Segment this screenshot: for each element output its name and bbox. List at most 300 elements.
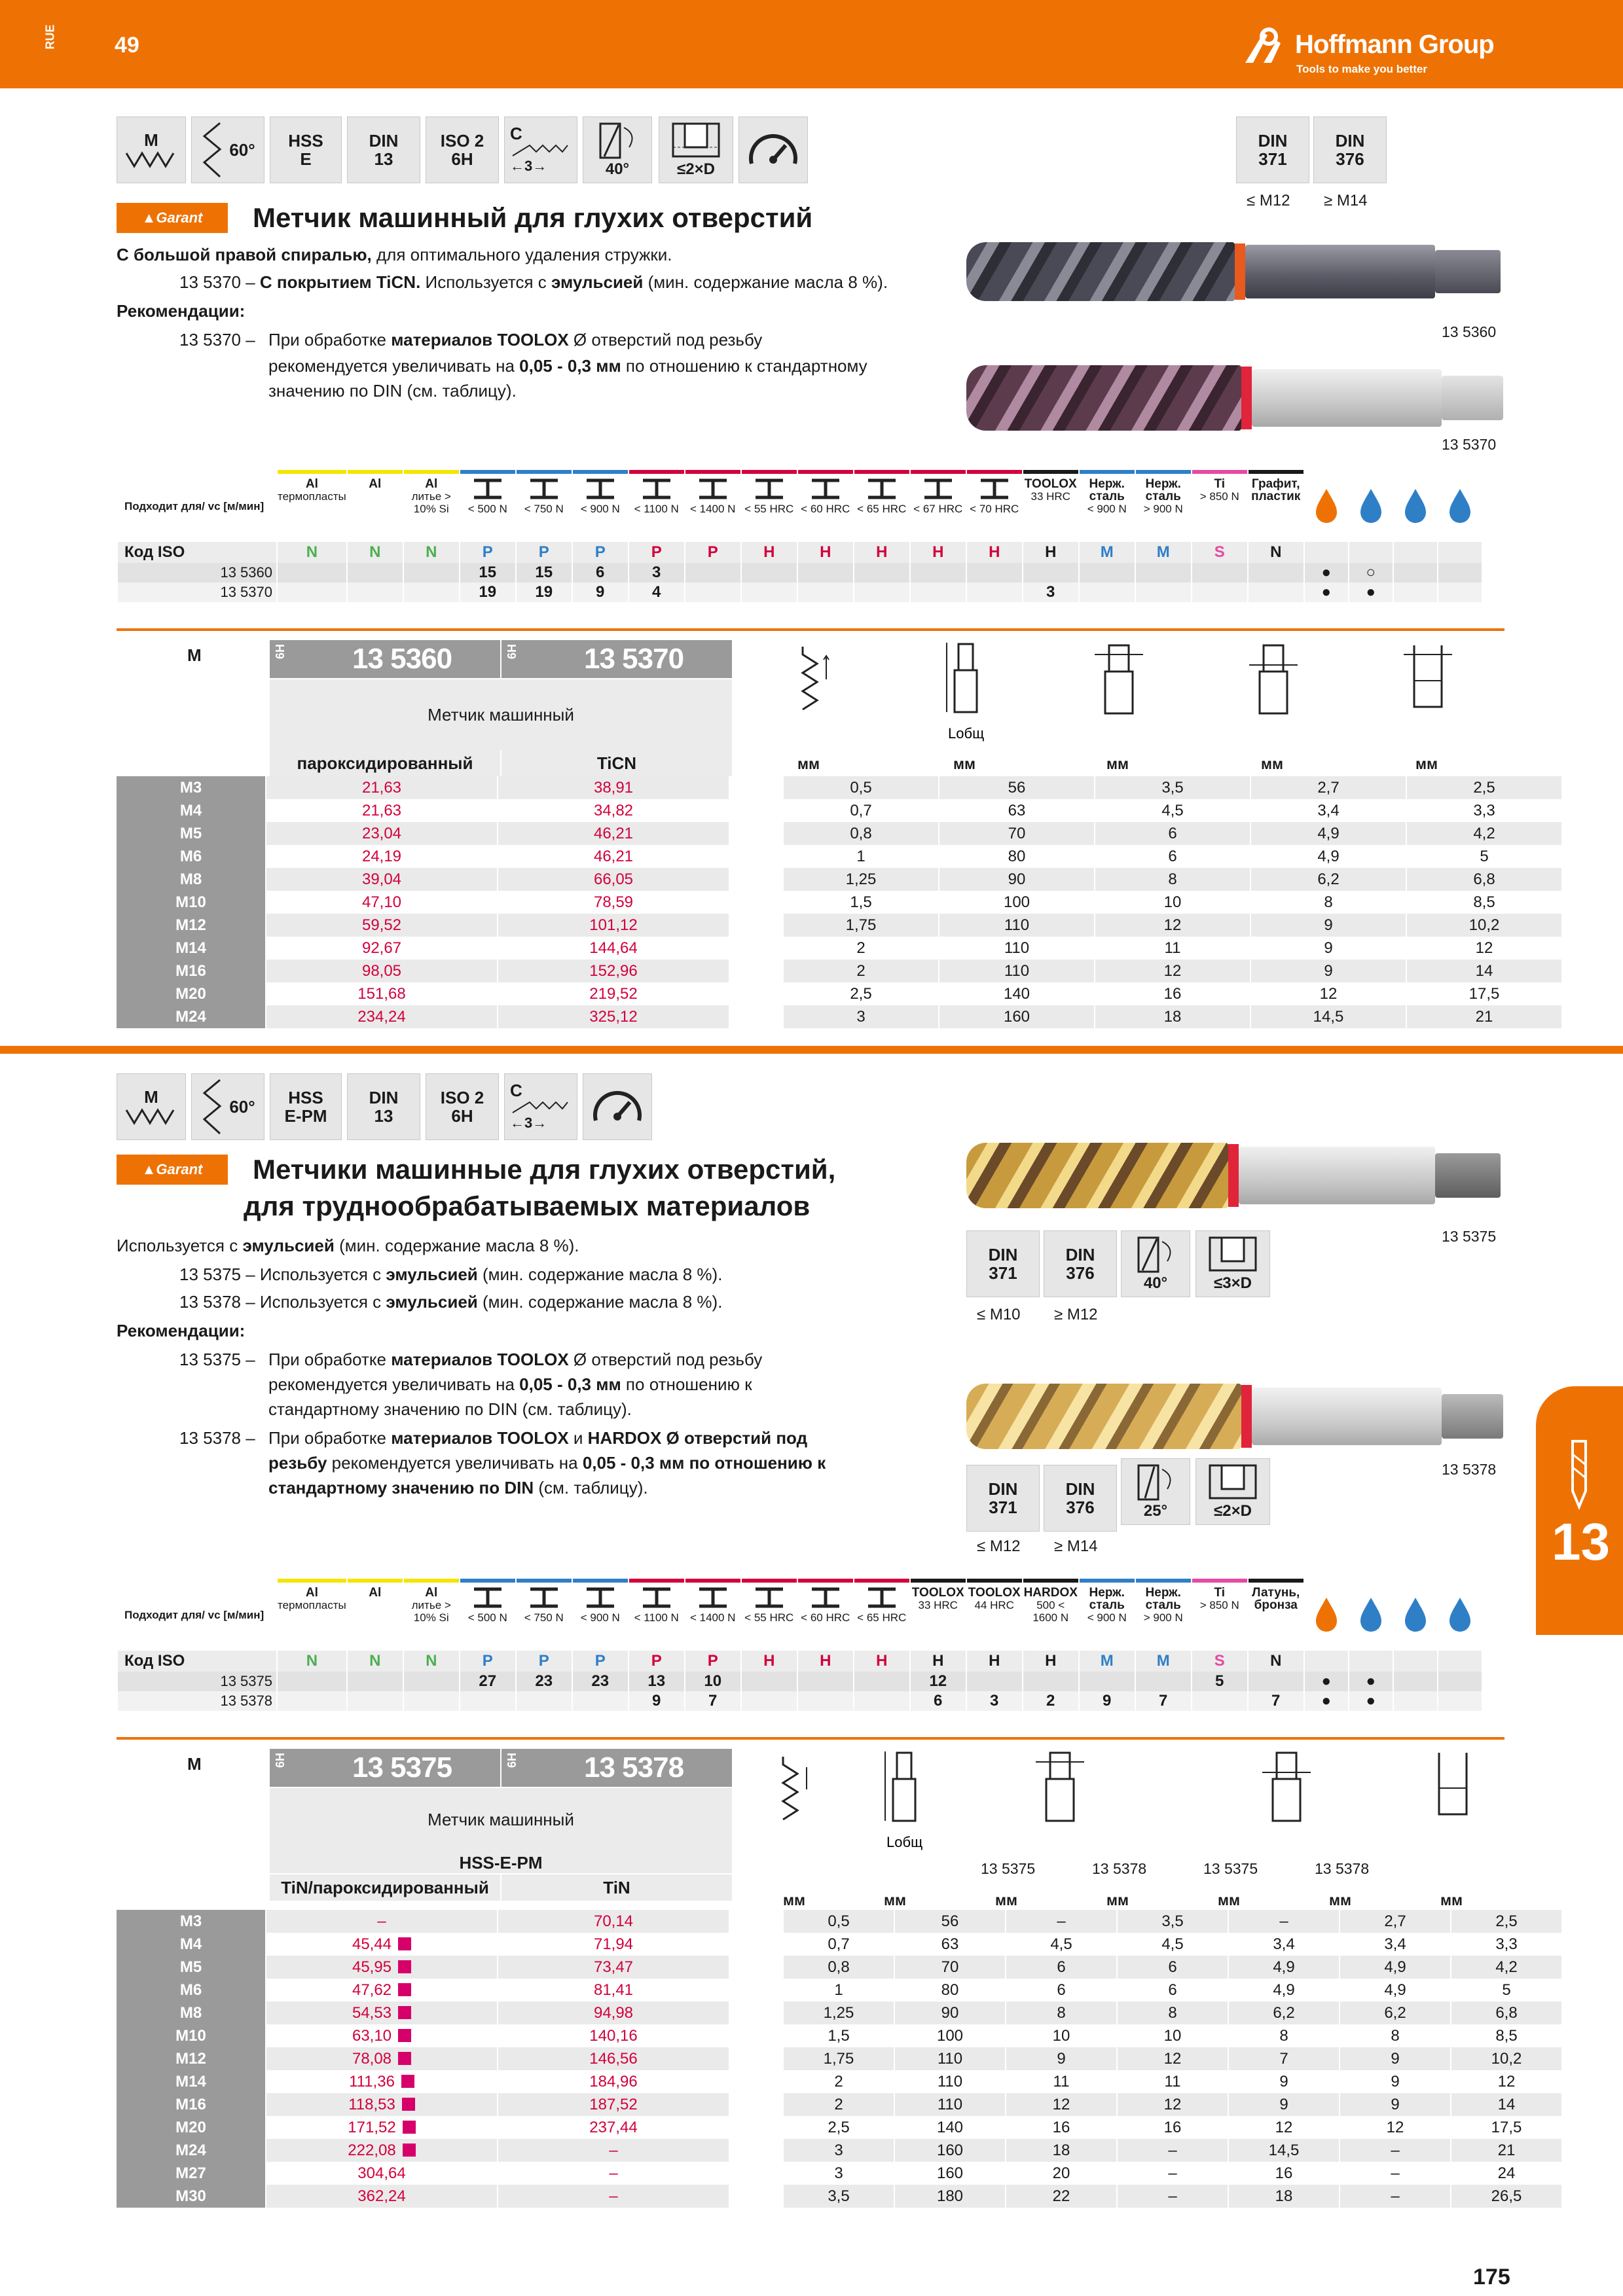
angle-symbol: [191, 117, 264, 183]
material-spec: < 900 N: [1087, 503, 1127, 515]
steel-beam-icon: [753, 478, 786, 500]
chamfer-icon: [510, 1100, 569, 1114]
dimension-value: 9: [1340, 2093, 1451, 2116]
cutting-speed: [347, 583, 403, 602]
divider: [117, 1737, 1504, 1740]
coolant-value: ●: [1304, 1672, 1349, 1691]
iso-code: N: [1248, 542, 1304, 563]
drill-dim-icon: [1423, 1749, 1482, 1827]
price-2: 325,12: [498, 1005, 729, 1028]
din-371-cond: ≤ M12: [1247, 192, 1290, 209]
cutting-speed: 7: [685, 1691, 741, 1711]
image-code-3: 13 5375: [1442, 1228, 1497, 1245]
material-color-bar: [1192, 1579, 1247, 1583]
dimension-value: 160: [894, 2162, 1006, 2185]
din-376-cond: ≥ M14: [1324, 192, 1368, 209]
cutting-speed: [1023, 1672, 1079, 1691]
din-376-symbol-2: DIN 376: [1044, 1230, 1117, 1297]
material-color-bar: [685, 470, 740, 474]
article-row[interactable]: [117, 914, 1561, 937]
cutting-speed: [854, 1691, 910, 1711]
material-l1: HSS: [288, 131, 323, 151]
coolant-value: ●: [1304, 563, 1349, 583]
article-description-1: Метчик машинный: [270, 679, 732, 750]
thread-size: M16: [117, 2093, 266, 2116]
steel-beam-icon: [809, 478, 842, 500]
material-col-header: [797, 1579, 854, 1651]
image-code-2: 13 5370: [1442, 436, 1497, 453]
article-row[interactable]: [117, 2024, 1561, 2047]
unit: мм: [995, 1892, 1018, 1909]
dimension-value: 2,5: [1406, 776, 1561, 799]
dimension-value: 56: [939, 776, 1095, 799]
product1-rec-l1: При обработке материалов TOOLOX Ø отверстий под резьбу: [268, 330, 763, 350]
product1-rec-l2: рекомендуется увеличивать на 0,05 - 0,3 мм по отношению к стандартному: [268, 356, 867, 376]
dimension-value: 0,7: [783, 1933, 894, 1956]
dimension-value: 14,5: [1250, 1005, 1406, 1028]
thread-size: M30: [117, 2185, 266, 2208]
cutting-speed: [347, 1672, 403, 1691]
dimension-value: 6,2: [1228, 2001, 1340, 2024]
cutting-speed: 13: [629, 1672, 685, 1691]
price-2: 101,12: [498, 914, 729, 937]
cutting-speed: 15: [460, 563, 516, 583]
coolant-value: ●: [1304, 583, 1349, 602]
dimension-value: 8: [1095, 868, 1250, 891]
material-col-header: [1023, 1579, 1079, 1651]
product2-rec2-l3: стандартному значению по DIN (см. таблицу).: [268, 1478, 648, 1498]
iso-code: H: [797, 542, 854, 563]
length-dim-icon: [943, 640, 989, 745]
din-cond: ≥ M12: [1054, 1306, 1098, 1323]
dimension-value: 180: [894, 2185, 1006, 2208]
article-row[interactable]: [117, 776, 1561, 799]
helix-symbol: [583, 117, 652, 183]
cutting-speed: 15: [516, 563, 572, 583]
thread-size: M3: [117, 1910, 266, 1933]
material-spec: < 900 N: [580, 503, 620, 515]
drop-blue-icon: [1355, 1594, 1387, 1633]
cutting-speed: 7: [1248, 1691, 1304, 1711]
material-spec: 33 HRC: [918, 1599, 958, 1611]
dimension-value: 4,9: [1228, 1979, 1340, 2001]
dimension-value: 2,7: [1250, 776, 1406, 799]
article-row[interactable]: [117, 845, 1561, 868]
price-2: 46,21: [498, 845, 729, 868]
price-2: 219,52: [498, 982, 729, 1005]
cutting-speed: 3: [1023, 583, 1079, 602]
iso-code: H: [1023, 1651, 1079, 1672]
article-row[interactable]: [117, 2139, 1561, 2162]
material-col-header: [403, 1579, 460, 1651]
thread-size: M12: [117, 914, 266, 937]
material-col-header: [516, 1579, 572, 1651]
dimension-value: 6,8: [1406, 868, 1561, 891]
coolant-value: [1393, 1672, 1438, 1691]
product2-rec2-l1: При обработке материалов TOOLOX и HARDOX Ø отверстий под: [268, 1428, 808, 1448]
cutting-speed: [1079, 583, 1135, 602]
cutting-speed: 6: [910, 1691, 966, 1711]
material-data-row: [117, 563, 1482, 583]
price-1: 78,08: [266, 2047, 498, 2070]
material-name: Латунь, бронза: [1252, 1586, 1300, 1612]
dimension-value: 12: [1451, 2070, 1561, 2093]
coolant-value: [1438, 1672, 1482, 1691]
iso-empty: [1349, 1651, 1393, 1672]
unit: мм: [1329, 1892, 1352, 1909]
material-spec: < 500 N: [467, 1611, 507, 1624]
chamfer-symbol: [504, 117, 577, 183]
cutting-speed: [1248, 1672, 1304, 1691]
cutting-speed: [1192, 583, 1248, 602]
product1-rec-code: 13 5370 –: [179, 330, 255, 350]
material-color-bar: [1136, 1579, 1191, 1583]
article-row[interactable]: [117, 822, 1561, 845]
material-spec: 44 HRC: [974, 1599, 1014, 1611]
iso-code: P: [460, 542, 516, 563]
helix-symbol-2: 40°: [1121, 1230, 1190, 1297]
material-col-header: [966, 1579, 1023, 1651]
material-color-bar: [460, 470, 515, 474]
article-row[interactable]: [117, 868, 1561, 891]
din-cond: ≤ M10: [977, 1306, 1021, 1323]
size-label-1: M: [187, 645, 202, 665]
cutting-speed: [277, 583, 347, 602]
article-row[interactable]: [117, 1005, 1561, 1028]
material-spec: < 900 N: [580, 1611, 620, 1624]
price-2: 81,41: [498, 1979, 729, 2001]
dimension-value: 18: [1228, 2185, 1340, 2208]
article-row[interactable]: [117, 2162, 1561, 2185]
material-spec: < 750 N: [524, 1611, 564, 1624]
dimension-value: 6: [1095, 822, 1250, 845]
sub-code: 13 5378: [1315, 1860, 1370, 1877]
angle-icon: [200, 1077, 229, 1136]
material-spec: < 67 HRC: [913, 503, 963, 515]
cutting-speed: [741, 1691, 797, 1711]
din-376-symbol-3: DIN 376: [1044, 1465, 1117, 1532]
material-spec: < 1400 N: [689, 1611, 736, 1624]
cutting-speed: 23: [516, 1672, 572, 1691]
shank-dim-icon: [1089, 641, 1148, 720]
material-color-bar: [1023, 1579, 1078, 1583]
cutting-speed: [403, 583, 460, 602]
steel-beam-icon: [471, 478, 504, 500]
spacer: [729, 891, 783, 914]
material-col-header: [741, 1579, 797, 1651]
coolant-value: [1393, 583, 1438, 602]
tolerance: 6H: [274, 644, 287, 660]
article-header-13-5360: [270, 640, 500, 678]
dimension-value: 12: [1006, 2093, 1117, 2116]
dimension-value: 2,5: [783, 2116, 894, 2139]
dimension-value: 3,3: [1451, 1933, 1561, 1956]
spacer: [729, 1979, 783, 2001]
product1-title: Метчик машинный для глухих отверстий: [253, 202, 813, 233]
article-code: 13 5370: [584, 643, 684, 675]
article-row[interactable]: [117, 891, 1561, 914]
tool-image-13-5360: [966, 236, 1503, 308]
spacer: [729, 799, 783, 822]
material-col-header: [966, 470, 1023, 542]
thread-size: M5: [117, 1956, 266, 1979]
material-header-row: [117, 470, 1482, 542]
dimension-value: 14,5: [1228, 2139, 1340, 2162]
product1-line1: С большой правой спиралью, для оптимального удаления стружки.: [117, 245, 672, 264]
article-row[interactable]: [117, 982, 1561, 1005]
material-spec: < 55 HRC: [744, 503, 794, 515]
iso-code: H: [741, 542, 797, 563]
material-color-bar: [798, 1579, 853, 1583]
thread-size: M4: [117, 799, 266, 822]
cutting-speed: 12: [910, 1672, 966, 1691]
steel-beam-icon: [978, 478, 1011, 500]
material-color-bar: [854, 470, 909, 474]
cutting-speed: 19: [516, 583, 572, 602]
article-row[interactable]: [117, 960, 1561, 982]
dimension-value: 9: [1228, 2070, 1340, 2093]
material-color-bar: [517, 470, 572, 474]
section-tab-number: 13: [1552, 1513, 1610, 1571]
thread-size: M10: [117, 2024, 266, 2047]
unit: мм: [783, 1892, 806, 1909]
cutting-speed: [403, 1691, 460, 1711]
coolant-col-header: [1393, 1579, 1438, 1651]
material-color-bar: [1080, 470, 1135, 474]
thread-size: M20: [117, 2116, 266, 2139]
article-header-13-5370: [501, 640, 732, 678]
cutting-speed: [1248, 583, 1304, 602]
drop-orange-icon: [1311, 485, 1342, 524]
product2-line2: 13 5375 – Используется с эмульсией (мин. содержание масла 8 %).: [179, 1265, 723, 1284]
dimension-value: 8: [1340, 2024, 1451, 2047]
product2-title-l1: Метчики машинные для глухих отверстий,: [253, 1154, 836, 1185]
iso-code: N: [347, 542, 403, 563]
cutting-speed: [797, 1691, 854, 1711]
unit: мм: [884, 1892, 907, 1909]
gauge-icon: [589, 1084, 646, 1130]
article-row[interactable]: [117, 1956, 1561, 1979]
dimension-value: 12: [1340, 2116, 1451, 2139]
material-color-bar: [348, 470, 403, 474]
material-color-bar: [278, 1579, 346, 1583]
price-1: 21,63: [266, 776, 498, 799]
spacer: [729, 960, 783, 982]
tool-image-13-5370: [966, 359, 1503, 437]
dimension-value: 22: [1006, 2185, 1117, 2208]
dimension-value: 70: [939, 822, 1095, 845]
material-color-bar: [573, 470, 628, 474]
cutting-speed: [685, 583, 741, 602]
material-col-header: [1023, 470, 1079, 542]
material-color-bar: [1192, 470, 1247, 474]
material-data-row: [117, 1691, 1482, 1711]
thread-size: M24: [117, 2139, 266, 2162]
dimension-value: 4,9: [1340, 1979, 1451, 2001]
article-row[interactable]: [117, 1910, 1561, 1933]
article-row[interactable]: [117, 2047, 1561, 2070]
cutting-speed: [797, 1672, 854, 1691]
price-1: 47,10: [266, 891, 498, 914]
dimension-value: 2: [783, 937, 939, 960]
cutting-speed: 6: [572, 563, 629, 583]
coolant-value: [1438, 563, 1482, 583]
chamfer-symbol-2: C ←3→: [504, 1073, 577, 1140]
drill-icon: [1559, 1439, 1599, 1511]
dimension-value: 11: [1117, 2070, 1228, 2093]
material-name: Al: [425, 477, 438, 491]
dimension-value: 17,5: [1451, 2116, 1561, 2139]
drill-dim-icon: [1398, 641, 1457, 720]
image-code-1: 13 5360: [1442, 323, 1497, 340]
product2-rec1-l2: рекомендуется увеличивать на 0,05 - 0,3 мм по отношению к: [268, 1374, 752, 1394]
cutting-speed: [741, 563, 797, 583]
product1-line2: 13 5370 – С покрытием TiCN. Используется с эмульсией (мин. содержание масла 8 %).: [179, 272, 888, 292]
cutting-speed: 9: [572, 583, 629, 602]
vc-label: Подходит для/ vc [м/мин]: [117, 470, 277, 542]
product2-rec1-l1: При обработке материалов TOOLOX Ø отверстий под резьбу: [268, 1350, 763, 1369]
material-spec: < 60 HRC: [801, 1611, 850, 1624]
price-1: 171,52: [266, 2116, 498, 2139]
dimension-value: 6: [1117, 1979, 1228, 2001]
pitch-dim-icon: [778, 1754, 824, 1826]
article-row[interactable]: [117, 2185, 1561, 2208]
material-col-header: [854, 470, 910, 542]
article-material: HSS-E-PM: [270, 1852, 732, 1873]
article-row[interactable]: [117, 2070, 1561, 2093]
chamfer-bottom: ←3→: [510, 158, 547, 174]
dimension-value: 9: [1006, 2047, 1117, 2070]
unit: мм: [1106, 755, 1129, 772]
iso-row: [117, 542, 1482, 563]
steel-beam-icon: [866, 478, 898, 500]
dimension-value: 4,9: [1250, 845, 1406, 868]
dimension-value: 18: [1095, 1005, 1250, 1028]
iso-code: M: [1079, 542, 1135, 563]
coolant-col-header: [1349, 470, 1393, 542]
dimension-value: 12: [1095, 960, 1250, 982]
dimension-value: 10: [1095, 891, 1250, 914]
material-color-bar: [798, 470, 853, 474]
article-row[interactable]: [117, 1933, 1561, 1956]
material-col-header: [1079, 470, 1135, 542]
product1-rec-l3: значению по DIN (см. таблицу).: [268, 381, 517, 401]
dimension-value: 16: [1095, 982, 1250, 1005]
dimension-value: 0,7: [783, 799, 939, 822]
material-name: Нерж. сталь: [1089, 477, 1125, 503]
coolant-value: ●: [1349, 583, 1393, 602]
spacer: [729, 2139, 783, 2162]
price-1: 45,44: [266, 1933, 498, 1956]
speed-symbol: [739, 117, 808, 183]
cutting-speed: [854, 1672, 910, 1691]
article-row[interactable]: [117, 799, 1561, 822]
price-2: 34,82: [498, 799, 729, 822]
dimension-value: 16: [1228, 2162, 1340, 2185]
dimension-value: 3,5: [1095, 776, 1250, 799]
spacer: [729, 822, 783, 845]
image-code-4: 13 5378: [1442, 1461, 1497, 1478]
product2-line3: 13 5378 – Используется с эмульсией (мин. содержание масла 8 %).: [179, 1292, 723, 1312]
material-col-header: [685, 1579, 741, 1651]
dimension-value: 2: [783, 2093, 894, 2116]
material-spec: > 850 N: [1199, 490, 1239, 503]
dimension-value: 7: [1228, 2047, 1340, 2070]
coolant-value: ●: [1304, 1691, 1349, 1711]
dimension-value: 4,9: [1250, 822, 1406, 845]
material-color-bar: [967, 1579, 1022, 1583]
material-color-bar: [460, 1579, 515, 1583]
iso-empty: [1438, 542, 1482, 563]
dimension-value: 3: [783, 2139, 894, 2162]
section-divider: [0, 1046, 1623, 1054]
price-2: 146,56: [498, 2047, 729, 2070]
material-spec: > 900 N: [1143, 1611, 1183, 1624]
angle-icon: [200, 120, 229, 179]
material-col-header: [347, 1579, 403, 1651]
dimension-value: 12: [1117, 2093, 1228, 2116]
dimension-value: 2,5: [1451, 1910, 1561, 1933]
material-col-header: [1135, 470, 1192, 542]
article-row[interactable]: [117, 1979, 1561, 2001]
dimension-value: 4,5: [1117, 1933, 1228, 1956]
material-color-bar: [685, 1579, 740, 1583]
material-spec: < 65 HRC: [857, 503, 907, 515]
sub-code: 13 5378: [1092, 1860, 1147, 1877]
coolant-value: ●: [1349, 1691, 1393, 1711]
dimension-value: 100: [939, 891, 1095, 914]
thread-size: M16: [117, 960, 266, 982]
unit: мм: [1415, 755, 1438, 772]
dimension-value: 90: [894, 2001, 1006, 2024]
depth-symbol-3: ≤2×D: [1195, 1458, 1270, 1525]
dimension-value: 56: [894, 1910, 1006, 1933]
material-color-bar: [742, 470, 797, 474]
material-col-header: [910, 1579, 966, 1651]
material-name: Al: [369, 1586, 382, 1600]
product2-line1: Используется с эмульсией (мин. содержание масла 8 %).: [117, 1236, 579, 1255]
availability-marker: [398, 1960, 411, 1973]
material-l2: E: [300, 149, 312, 169]
article-row[interactable]: [117, 2001, 1561, 2024]
cutting-speed: [854, 563, 910, 583]
article-code: 13 5378: [117, 1691, 277, 1711]
cutting-speed: [572, 1691, 629, 1711]
iso-code: H: [741, 1651, 797, 1672]
iso-code: P: [460, 1651, 516, 1672]
article-row[interactable]: [117, 937, 1561, 960]
price-2: 187,52: [498, 2093, 729, 2116]
article-row[interactable]: [117, 2116, 1561, 2139]
dimension-value: 3,4: [1250, 799, 1406, 822]
material-spec: < 70 HRC: [970, 503, 1019, 515]
svg-text:Lобщ: Lобщ: [948, 725, 985, 742]
price-2: 71,94: [498, 1933, 729, 1956]
dimension-value: 3,4: [1340, 1933, 1451, 1956]
cutting-speed: [460, 1691, 516, 1711]
depth-symbol-2: ≤3×D: [1195, 1230, 1270, 1297]
article-row[interactable]: [117, 2093, 1561, 2116]
steel-beam-icon: [584, 1587, 617, 1609]
product2-rec2-code: 13 5378 –: [179, 1428, 255, 1448]
material-col-header: [1135, 1579, 1192, 1651]
availability-marker: [403, 2121, 416, 2134]
product2-rec-label: Рекомендации:: [117, 1321, 246, 1340]
unit: мм: [1218, 1892, 1241, 1909]
dimension-value: –: [1340, 2185, 1451, 2208]
material-spec: > 900 N: [1143, 503, 1183, 515]
iso-l2: 6H: [451, 149, 473, 169]
